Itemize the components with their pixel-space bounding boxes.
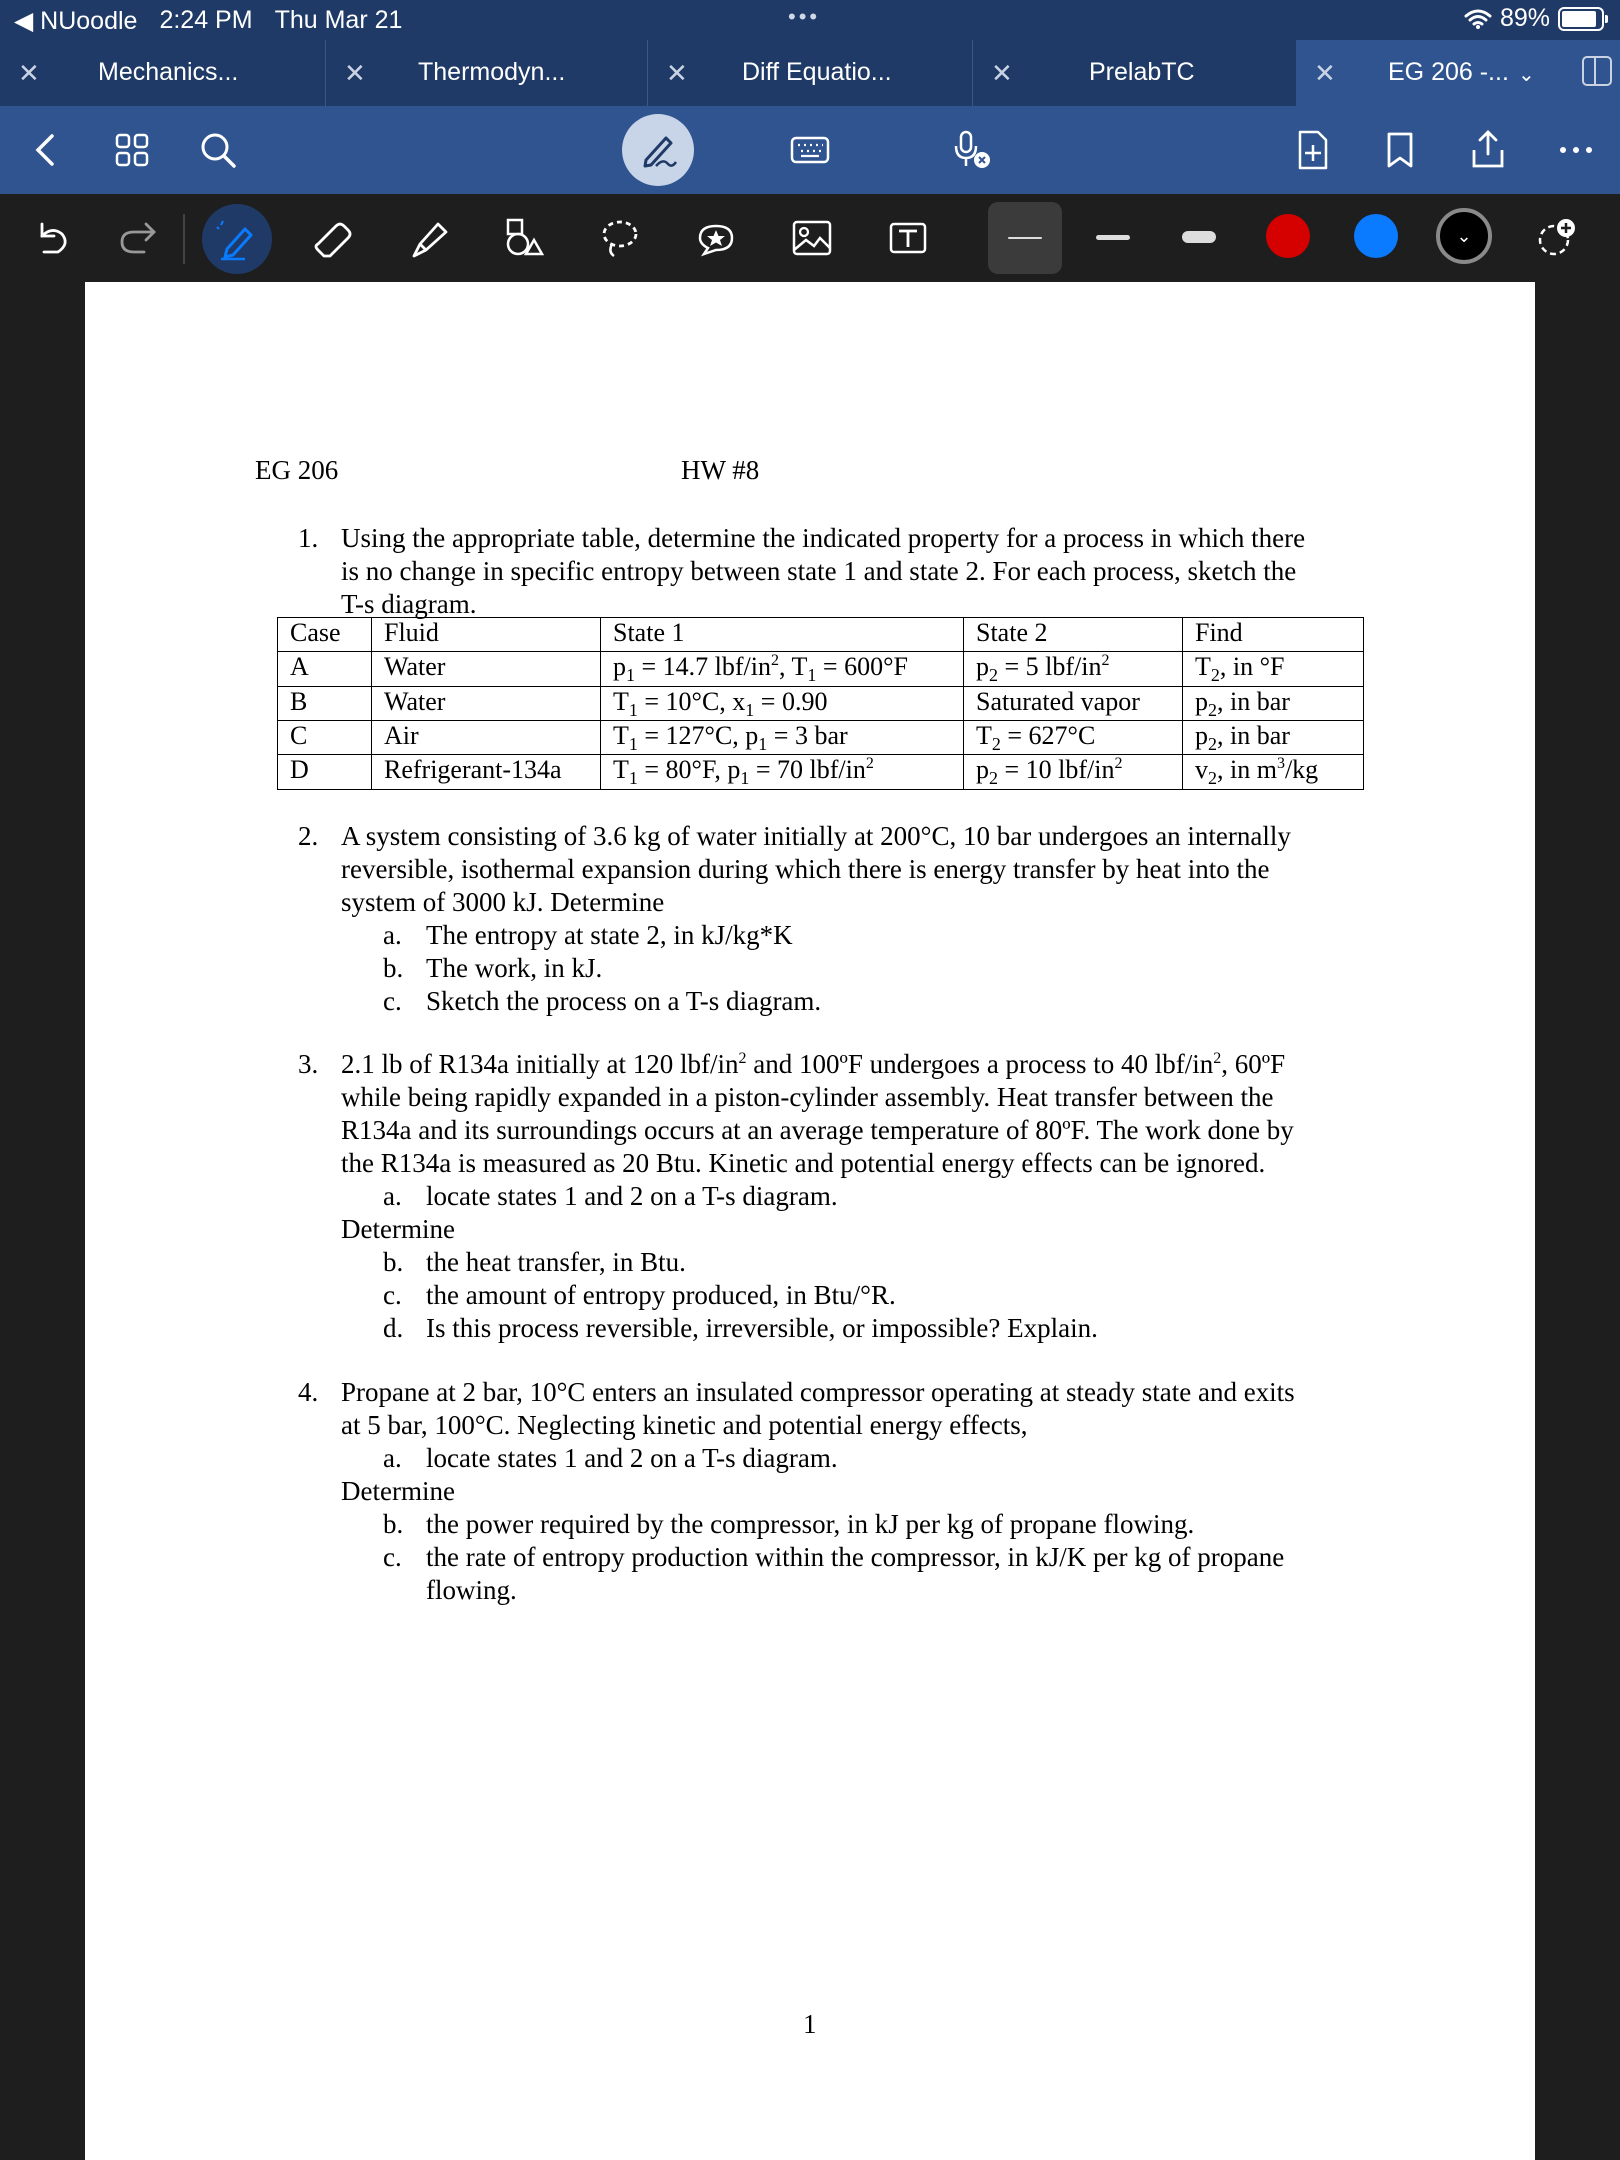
close-tab-icon[interactable]: ✕: [666, 58, 688, 88]
table-row: [278, 652, 1364, 687]
eraser-icon: [310, 216, 354, 260]
table-cell: Refrigerant-134a: [372, 755, 601, 790]
add-favorite-icon: [1534, 216, 1578, 260]
image-icon: [790, 216, 834, 260]
search-button[interactable]: [190, 122, 246, 178]
table-cell: $p_2$, in bar: [1183, 687, 1364, 721]
app-toolbar: [0, 106, 1620, 194]
table-cell: $p_1 = 14.7$ lbf/$in^2$, $T_1 = 600^\circ F$: [601, 652, 964, 687]
chevron-down-icon[interactable]: ⌄: [1518, 64, 1535, 86]
table-cell: $T_1 = 10^\circ C$, $x_1 = 0.90$: [601, 687, 964, 721]
chevron-left-icon: [24, 128, 68, 172]
problem-2-text-line: A system consisting of 3.6 kg of water initially at 200°C, 10 bar undergoes an internally: [341, 821, 1291, 851]
redo-button[interactable]: [108, 208, 168, 268]
table-row: [278, 687, 1364, 721]
problem-2-item: The work, in kJ.: [426, 953, 603, 983]
problem-3-text-line: R134a and its surroundings occurs at an average temperature of 80ºF. The work done by: [341, 1115, 1294, 1145]
problem-4-item: locate states 1 and 2 on a T-s diagram.: [426, 1443, 838, 1473]
table-row: [278, 721, 1364, 755]
shapes-icon: [502, 216, 546, 260]
problem-4-determine: Determine: [341, 1476, 455, 1506]
document-page[interactable]: EG 206 HW #8 1. Using the appropriate table, determine the indicated property for a process in which there is no change in specific entropy between state 1 and state 2. For each process, sketch the T-s diagram. Case Fluid State 1 State 2 Find A Water $p_1 = 14.7$ lbf/$in^2$, $T_1 = 600^\circ F$ $p_2 = 5$ lbf/$in^2$ $T_2$, in °F B Water $T_1 = 10^\circ C$, $x_1 = 0.90$ Saturated vapor $p_2$, in bar C Air $T_1 = 127^\circ C$, $p_1 = 3$ bar $T_2 = 627^\circ C$ $p_2$, in bar D Refrigerant-134a $T_1 = 80^\circ F$, $p_1 = 70$ lbf/$in^2$ $p_2 = 10$ lbf/$in^2$ $v_2$, in $m^3/kg$ 2. A system consisting of 3.6 kg of water initially at 200°C, 10 bar undergoes an internally reversible, isothermal expansion during which there is energy transfer by heat into the system of 3000 kJ. Determine a. The entropy at state 2, in kJ/kg*K b. The work, in kJ. c. Sketch the process on a T-s diagram. 3. 2.1 lb of R134a initially at 120 lbf/$in^2$ and 100ºF undergoes a process to 40 lbf/$in^2$, 60ºF while being rapidly expanded in a piston-cylinder assembly. Heat transfer between the R134a and its surroundings occurs at an average temperature of 80ºF. The work done by the R134a is measured as 20 Btu. Kinetic and potential energy effects can be ignored. a. locate states 1 and 2 on a T-s diagram. Determine b. the heat transfer, in Btu. c. the amount of entropy produced, in Btu/°R. d. Is this process reversible, irreversible, or impossible? Explain. 4. Propane at 2 bar, 10°C enters an insulated compressor operating at steady state and exits at 5 bar, 100°C. Neglecting kinetic and potential energy effects, a. locate states 1 and 2 on a T-s diagram. Determine b. the power required by the compressor, in kJ per kg of propane flowing. c. the rate of entropy production within the compressor, in kJ/K per kg of propane flowing. 1: [85, 282, 1535, 2160]
problem-4-text-line: Propane at 2 bar, 10°C enters an insulated compressor operating at steady state and exits: [341, 1377, 1295, 1407]
color-red-swatch[interactable]: [1266, 214, 1310, 258]
wifi-icon: [1464, 8, 1492, 30]
microphone-icon: [950, 128, 994, 172]
table-cell: D: [278, 755, 372, 790]
table-cell: $T_1 = 127^\circ C$, $p_1 = 3$ bar: [601, 721, 964, 755]
tab-mechanics[interactable]: ✕ Mechanics...: [18, 58, 239, 88]
chevron-down-icon: ⌄: [1456, 225, 1472, 246]
back-button[interactable]: [18, 122, 74, 178]
close-tab-icon[interactable]: ✕: [344, 58, 366, 88]
table-cell: C: [278, 721, 372, 755]
status-bar: [0, 0, 1620, 40]
shapes-tool-button[interactable]: [494, 208, 554, 268]
problem-2-text-line: system of 3000 kJ. Determine: [341, 887, 665, 917]
lasso-icon: [598, 216, 642, 260]
bookmark-button[interactable]: [1372, 122, 1428, 178]
table-cell: $v_2$, in $m^3/kg$: [1183, 755, 1364, 790]
split-view-icon[interactable]: [1582, 56, 1612, 86]
table-cell: Water: [372, 652, 601, 687]
table-header-row: [278, 618, 1364, 652]
image-tool-button[interactable]: [782, 208, 842, 268]
problem-1-text-line: is no change in specific entropy between state 1 and state 2. For each process, sketch the: [341, 556, 1297, 586]
share-icon: [1466, 128, 1510, 172]
problem-4-item: the power required by the compressor, in kJ per kg of propane flowing.: [426, 1509, 1195, 1539]
keyboard-button[interactable]: [782, 122, 838, 178]
table-cell: B: [278, 687, 372, 721]
problem-4-item-continuation: flowing.: [426, 1575, 517, 1605]
ellipsis-icon: [1554, 128, 1598, 172]
table-row: [278, 755, 1364, 790]
page-number: 1: [803, 2009, 817, 2039]
problem-1-text-line: Using the appropriate table, determine the indicated property for a process in which there: [341, 523, 1306, 553]
battery-icon: [1558, 7, 1604, 31]
stroke-thin-icon: [1008, 237, 1042, 239]
grid-icon: [110, 128, 154, 172]
close-tab-icon[interactable]: ✕: [1314, 58, 1336, 88]
elements-tool-button[interactable]: [686, 208, 746, 268]
clock: 2:24 PM: [159, 6, 253, 34]
keyboard-icon: [788, 128, 832, 172]
more-options-button[interactable]: [1548, 122, 1604, 178]
problem-2-text-line: reversible, isothermal expansion during which there is energy transfer by heat into the: [341, 854, 1270, 884]
tab-thermodynamics[interactable]: ✕ Thermodyn...: [325, 40, 647, 106]
table-cell: $p_2 = 10$ lbf/$in^2$: [964, 755, 1183, 790]
table-cell: Air: [372, 721, 601, 755]
date: Thu Mar 21: [274, 6, 403, 34]
problem-3-determine: Determine: [341, 1214, 455, 1244]
toolbar-divider: [183, 214, 185, 264]
color-black-swatch[interactable]: [1436, 208, 1492, 264]
table-cell: $T_2$, in °F: [1183, 652, 1364, 687]
color-blue-swatch[interactable]: [1354, 214, 1398, 258]
battery-percent: 89%: [1499, 4, 1550, 32]
table-cell: A: [278, 652, 372, 687]
table-header-cell: State 2: [964, 618, 1183, 652]
bookmark-icon: [1378, 128, 1422, 172]
homework-title: HW #8: [681, 455, 760, 485]
table-header-cell: Fluid: [372, 618, 601, 652]
tab-eg206[interactable]: ✕ EG 206 -... ⌄: [1296, 40, 1620, 106]
multitasking-dots[interactable]: •••: [788, 4, 821, 29]
lasso-tool-button[interactable]: [590, 208, 650, 268]
pen-mode-button[interactable]: [622, 114, 694, 186]
text-box-icon: [886, 216, 930, 260]
undo-button[interactable]: [22, 208, 82, 268]
table-cell: $p_2 = 5$ lbf/$in^2$: [964, 652, 1183, 687]
add-page-button[interactable]: [1284, 122, 1340, 178]
problem-3-item: the heat transfer, in Btu.: [426, 1247, 686, 1277]
table-cell: Saturated vapor: [964, 687, 1183, 721]
problem-4-item: the rate of entropy production within the compressor, in kJ/K per kg of propane: [426, 1542, 1285, 1572]
thumbnails-button[interactable]: [104, 122, 160, 178]
back-to-app-link[interactable]: ◀ NUoodle: [14, 7, 138, 35]
problem-3-item: the amount of entropy produced, in Btu/°R.: [426, 1280, 896, 1310]
table-header-cell: State 1: [601, 618, 964, 652]
back-triangle-icon: ◀: [14, 7, 41, 35]
problem-3-item: locate states 1 and 2 on a T-s diagram.: [426, 1181, 838, 1211]
problem-3-item: Is this process reversible, irreversible, or impossible? Explain.: [426, 1313, 1098, 1343]
problem-3-text-line: 2.1 lb of R134a initially at 120 lbf/$in^2$ and 100ºF undergoes a process to 40 lbf/$in^2$, 60ºF: [341, 1049, 1286, 1079]
record-audio-button[interactable]: [944, 122, 1000, 178]
document-tab-bar: [0, 40, 1620, 106]
table-header-cell: Case: [278, 618, 372, 652]
drawing-toolbar: [0, 194, 1620, 282]
highlighter-icon: [406, 216, 450, 260]
problem-2-item: Sketch the process on a T-s diagram.: [426, 986, 822, 1016]
course-code: EG 206: [255, 455, 339, 485]
stroke-thick-button[interactable]: [1182, 231, 1216, 243]
share-button[interactable]: [1460, 122, 1516, 178]
table-header-cell: Find: [1183, 618, 1364, 652]
tab-diff-equations[interactable]: ✕ Diff Equatio...: [647, 40, 972, 106]
problem-3-text-line: the R134a is measured as 20 Btu. Kinetic and potential energy effects can be ignored.: [341, 1148, 1266, 1178]
table-cell: Water: [372, 687, 601, 721]
problem-2-item: The entropy at state 2, in kJ/kg*K: [426, 920, 793, 950]
add-page-icon: [1290, 128, 1334, 172]
tab-prelabtc[interactable]: ✕ PrelabTC: [972, 40, 1296, 106]
pen-tool-button[interactable]: [202, 204, 272, 274]
pen-tool-icon: [215, 217, 259, 261]
pen-icon: [636, 128, 680, 172]
problem-3-text-line: while being rapidly expanded in a piston-cylinder assembly. Heat transfer between the: [341, 1082, 1274, 1112]
eraser-tool-button[interactable]: [302, 208, 362, 268]
undo-icon: [30, 216, 74, 260]
stroke-medium-button[interactable]: [1096, 235, 1130, 240]
highlighter-tool-button[interactable]: [398, 208, 458, 268]
problem-4-text-line: at 5 bar, 100°C. Neglecting kinetic and potential energy effects,: [341, 1410, 1028, 1440]
table-cell: $p_2$, in bar: [1183, 721, 1364, 755]
close-tab-icon[interactable]: ✕: [991, 58, 1013, 88]
table-cell: $T_1 = 80^\circ F$, $p_1 = 70$ lbf/$in^2$: [601, 755, 964, 790]
text-tool-button[interactable]: [878, 208, 938, 268]
property-table: [277, 617, 1364, 790]
sticker-star-icon: [694, 216, 738, 260]
close-tab-icon[interactable]: ✕: [18, 58, 40, 88]
redo-icon: [116, 216, 160, 260]
add-favorite-tool-button[interactable]: [1526, 208, 1586, 268]
search-icon: [196, 128, 240, 172]
table-cell: $T_2 = 627^\circ C$: [964, 721, 1183, 755]
problem-1-text-line: T-s diagram.: [341, 589, 477, 619]
